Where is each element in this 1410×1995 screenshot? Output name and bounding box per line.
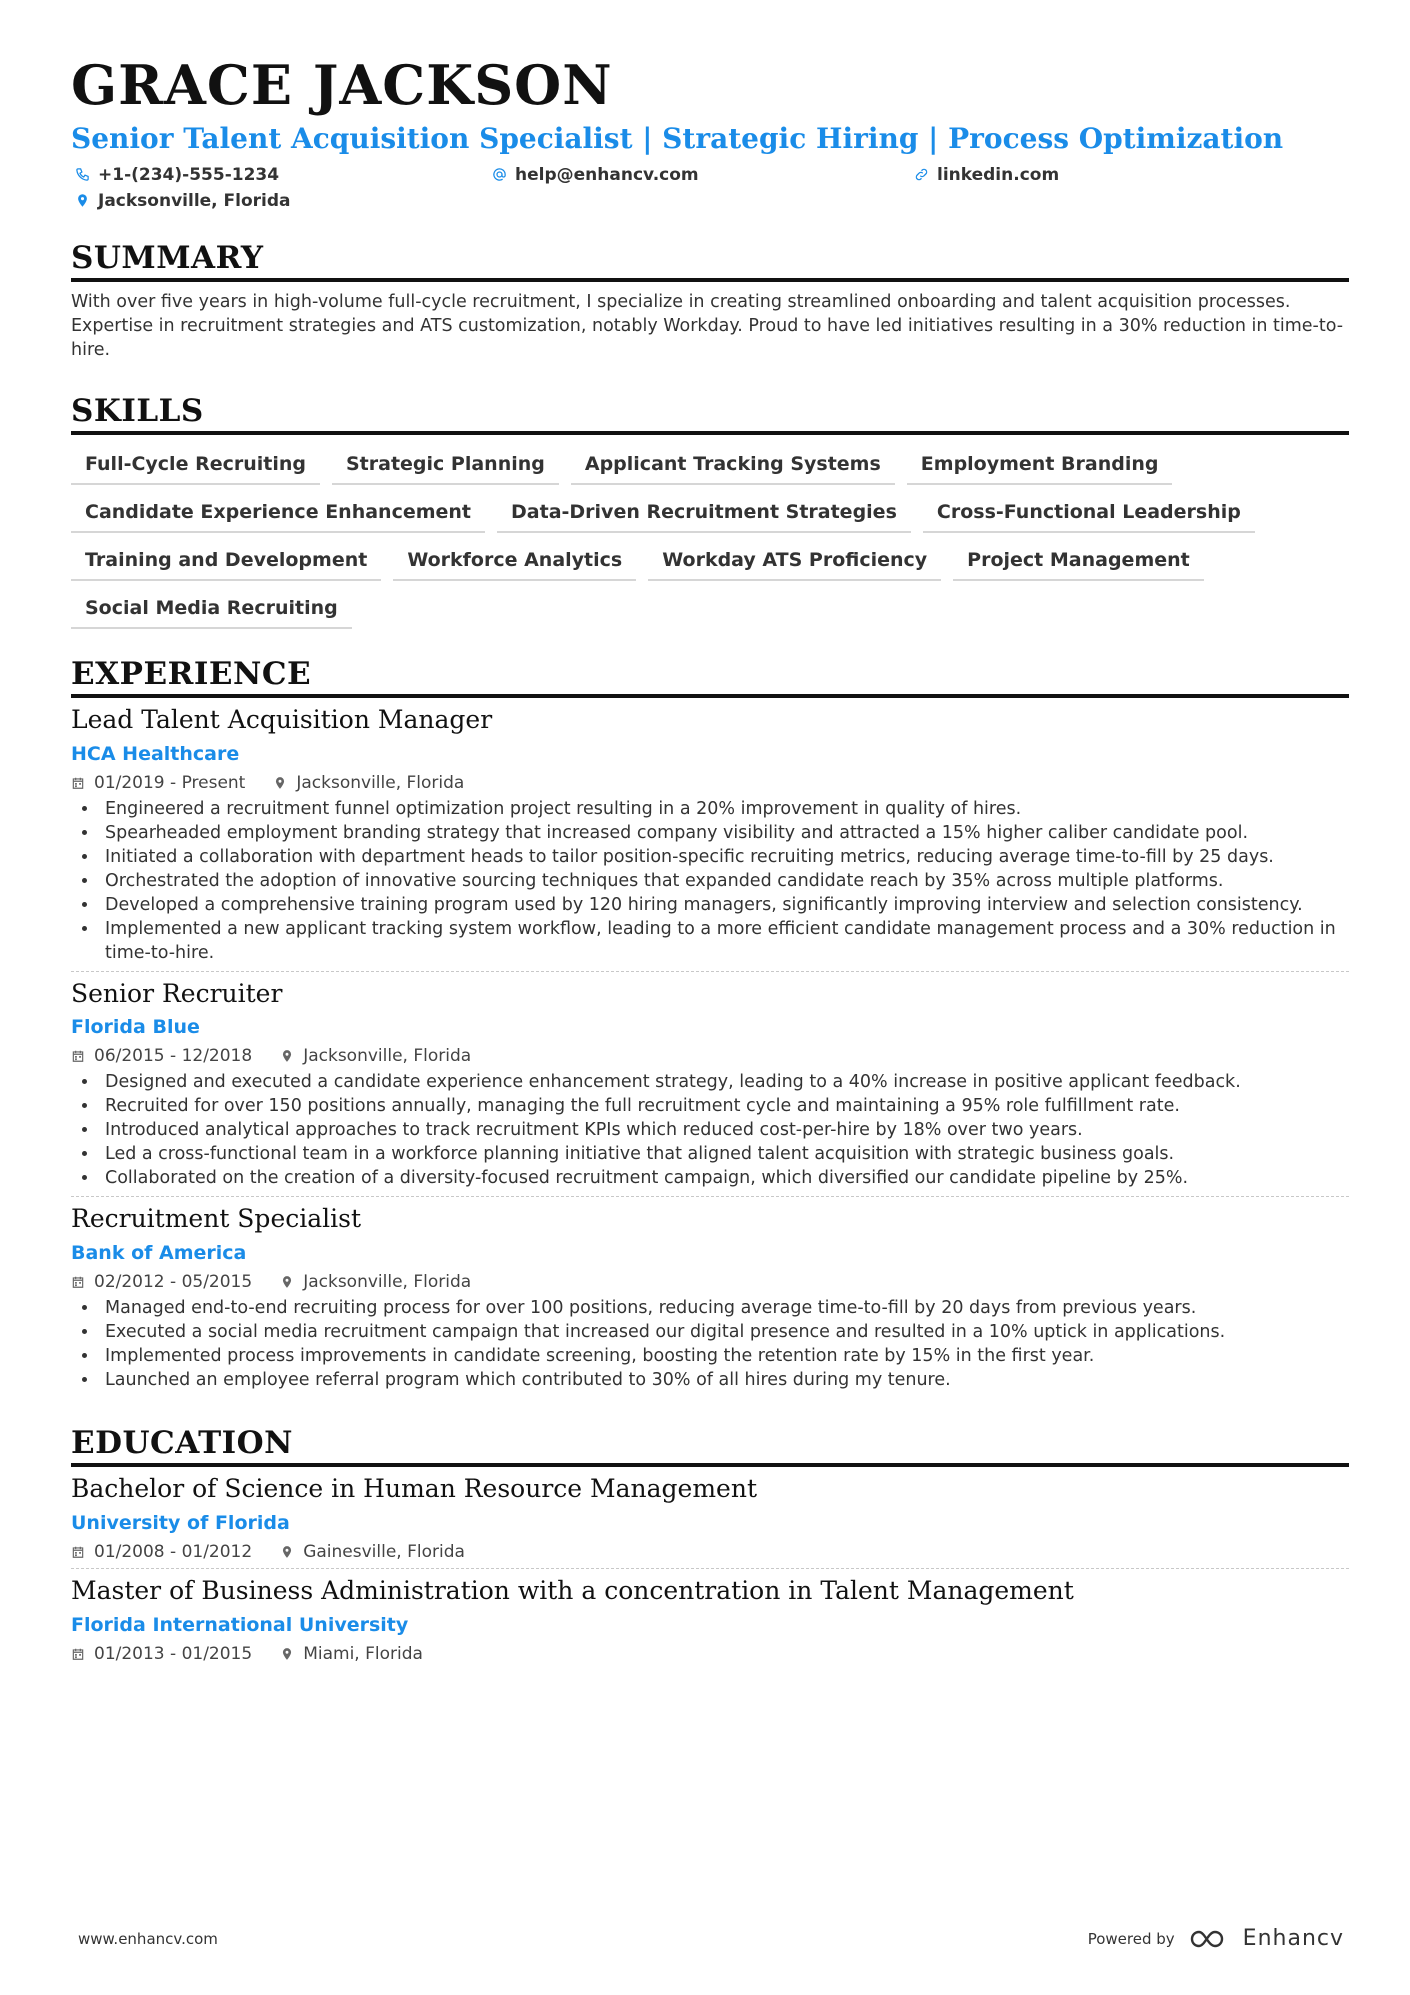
bullet-item: • Designed and executed a candidate experience enhancement strategy, leading to a 40% increase in positive applicant feedback. — [99, 1070, 1349, 1094]
contact-location — [75, 191, 291, 211]
calendar-icon — [71, 1049, 85, 1063]
bullet-item: • Engineered a recruitment funnel optimization project resulting in a 20% improvement in quality of hires. — [99, 797, 1349, 821]
summary-title: SUMMARY — [71, 243, 1349, 282]
skill-tag: Candidate Experience Enhancement — [71, 501, 485, 533]
company-name[interactable]: HCA Healthcare — [71, 742, 240, 765]
linkedin-text: linkedin.com — [937, 164, 1060, 185]
contact-phone[interactable] — [75, 165, 279, 185]
contact-email[interactable] — [492, 165, 699, 185]
school-name[interactable]: University of Florida — [71, 1511, 290, 1534]
date-range — [71, 773, 245, 793]
bullet-item: • Collaborated on the creation of a diversity-focused recruitment campaign, which diversified our candidate pipeline by 25%. — [99, 1166, 1349, 1190]
job-entry — [71, 1196, 1349, 1398]
skills-title: SKILLS — [71, 396, 1349, 435]
bullet-item: • Led a cross-functional team in a workforce planning initiative that aligned talent acquisition with strategic business goals. — [99, 1142, 1349, 1166]
bullet-item: • Orchestrated the adoption of innovative sourcing techniques that expanded candidate reach by 35% across multiple platforms. — [99, 869, 1349, 893]
entry-meta — [71, 1542, 1349, 1562]
footer — [78, 1926, 1344, 1951]
location-text: Jacksonville, Florida — [303, 1046, 472, 1067]
date-text: 01/2019 - Present — [94, 772, 246, 793]
experience-title: EXPERIENCE — [71, 659, 1349, 698]
skill-tag: Project Management — [953, 549, 1204, 581]
candidate-name: GRACE JACKSON — [71, 53, 613, 117]
location-pin-icon — [280, 1049, 294, 1063]
skill-tag: Full-Cycle Recruiting — [71, 453, 320, 485]
skill-tag: Workforce Analytics — [393, 549, 636, 581]
calendar-icon — [71, 1545, 85, 1559]
company-name[interactable]: Bank of America — [71, 1242, 247, 1265]
phone-icon — [75, 167, 90, 182]
job-title: Lead Talent Acquisition Manager — [71, 704, 493, 734]
job-title: Recruitment Specialist — [71, 1204, 362, 1234]
location-text: Jacksonville, Florida — [296, 772, 465, 793]
skill-tag: Cross-Functional Leadership — [923, 501, 1255, 533]
link-icon — [914, 167, 929, 182]
date-text: 01/2013 - 01/2015 — [94, 1643, 253, 1664]
entry-location — [273, 773, 464, 793]
bullet-item: • Introduced analytical approaches to track recruitment KPIs which reduced cost-per-hire by 18% over two years. — [99, 1118, 1349, 1142]
bullet-item: • Executed a social media recruitment campaign that increased our digital presence and resulted in a 10% uptick in applications. — [99, 1320, 1349, 1344]
location-text: Jacksonville, Florida — [303, 1272, 472, 1293]
entry-meta — [71, 1272, 1349, 1292]
brand-logo[interactable] — [1189, 1926, 1344, 1951]
location-text: Miami, Florida — [303, 1643, 423, 1664]
skill-tag: Data-Driven Recruitment Strategies — [497, 501, 911, 533]
date-text: 06/2015 - 12/2018 — [94, 1046, 253, 1067]
entry-location — [280, 1644, 423, 1664]
contact-info — [71, 161, 1349, 219]
location-text: Gainesville, Florida — [303, 1541, 465, 1562]
location-pin-icon — [280, 1545, 294, 1559]
location-text: Jacksonville, Florida — [98, 190, 291, 211]
degree-title: Bachelor of Science in Human Resource Management — [71, 1474, 757, 1504]
jobs-list — [71, 698, 1349, 1398]
headline: Senior Talent Acquisition Specialist | Strategic Hiring | Process Optimization — [71, 122, 1284, 155]
contact-linkedin[interactable] — [914, 165, 1059, 185]
bullet-item: • Developed a comprehensive training program used by 120 hiring managers, significantly improving interview and selection consistency. — [99, 893, 1349, 917]
location-pin-icon — [280, 1275, 294, 1289]
brand-name: Enhancv — [1242, 1926, 1344, 1951]
at-icon — [492, 167, 507, 182]
date-text: 02/2012 - 05/2015 — [94, 1272, 253, 1293]
date-range — [71, 1542, 252, 1562]
date-range — [71, 1046, 252, 1066]
job-entry — [71, 698, 1349, 971]
bullet-item: • Implemented a new applicant tracking system workflow, leading to a more efficient candidate management process and a 30% reduction in time-to-hire. — [99, 917, 1349, 965]
bullet-item: • Spearheaded employment branding strategy that increased company visibility and attracted a 15% higher caliber candidate pool. — [99, 821, 1349, 845]
date-text: 01/2008 - 01/2012 — [94, 1541, 253, 1562]
entry-location — [280, 1542, 465, 1562]
education-section — [71, 1425, 1349, 1670]
skills-section — [71, 392, 1349, 629]
summary-section — [71, 239, 1349, 362]
bullet-item: • Launched an employee referral program which contributed to 30% of all hires during my tenure. — [99, 1368, 1349, 1392]
date-range — [71, 1272, 252, 1292]
skill-tag: Applicant Tracking Systems — [571, 453, 895, 485]
powered-by — [1088, 1926, 1344, 1951]
skill-tag: Social Media Recruiting — [71, 597, 352, 629]
calendar-icon — [71, 1275, 85, 1289]
email-text: help@enhancv.com — [515, 164, 699, 185]
summary-text: With over five years in high-volume full-cycle recruitment, I specialize in creating streamlined onboarding and talent acquisition processes. Expertise in recruitment strategies and ATS customization, notably Workday. Proud to have led initiatives resulting in a 30% reduction in time-to-hire. — [71, 291, 1344, 360]
skill-tag: Strategic Planning — [332, 453, 559, 485]
job-bullets — [71, 1070, 1349, 1190]
location-pin-icon — [280, 1647, 294, 1661]
location-pin-icon — [273, 776, 287, 790]
resume-page — [71, 53, 1349, 1670]
powered-by-label: Powered by — [1087, 1929, 1175, 1948]
education-list — [71, 1467, 1349, 1670]
experience-section — [71, 655, 1349, 1398]
job-title: Senior Recruiter — [71, 978, 283, 1008]
education-entry — [71, 1568, 1349, 1670]
entry-meta — [71, 1046, 1349, 1066]
calendar-icon — [71, 1647, 85, 1661]
skill-tag: Training and Development — [71, 549, 381, 581]
enhancv-logo-icon — [1189, 1928, 1235, 1950]
skill-tag: Workday ATS Proficiency — [648, 549, 941, 581]
entry-meta — [71, 773, 1349, 793]
bullet-item: • Managed end-to-end recruiting process for over 100 positions, reducing average time-to-fill by 20 days from previous years. — [99, 1296, 1349, 1320]
company-name[interactable]: Florida Blue — [71, 1016, 200, 1039]
job-bullets — [71, 1296, 1349, 1392]
job-bullets — [71, 797, 1349, 965]
job-entry — [71, 971, 1349, 1197]
entry-location — [280, 1272, 471, 1292]
date-range — [71, 1644, 252, 1664]
bullet-item: • Implemented process improvements in candidate screening, boosting the retention rate by 15% in the first year. — [99, 1344, 1349, 1368]
skills-list — [71, 453, 1349, 629]
education-entry — [71, 1467, 1349, 1568]
footer-website[interactable]: www.enhancv.com — [78, 1929, 218, 1948]
phone-text: +1-(234)-555-1234 — [98, 164, 280, 185]
location-pin-icon — [75, 193, 90, 208]
entry-meta — [71, 1644, 1349, 1664]
bullet-item: • Initiated a collaboration with department heads to tailor position-specific recruiting metrics, reducing average time-to-fill by 25 days. — [99, 845, 1349, 869]
education-title: EDUCATION — [71, 1428, 1349, 1467]
skill-tag: Employment Branding — [907, 453, 1173, 485]
school-name[interactable]: Florida International University — [71, 1613, 409, 1636]
entry-location — [280, 1046, 471, 1066]
bullet-item: • Recruited for over 150 positions annually, managing the full recruitment cycle and maintaining a 95% role fulfillment rate. — [99, 1094, 1349, 1118]
degree-title: Master of Business Administration with a concentration in Talent Management — [71, 1575, 1074, 1605]
calendar-icon — [71, 776, 85, 790]
